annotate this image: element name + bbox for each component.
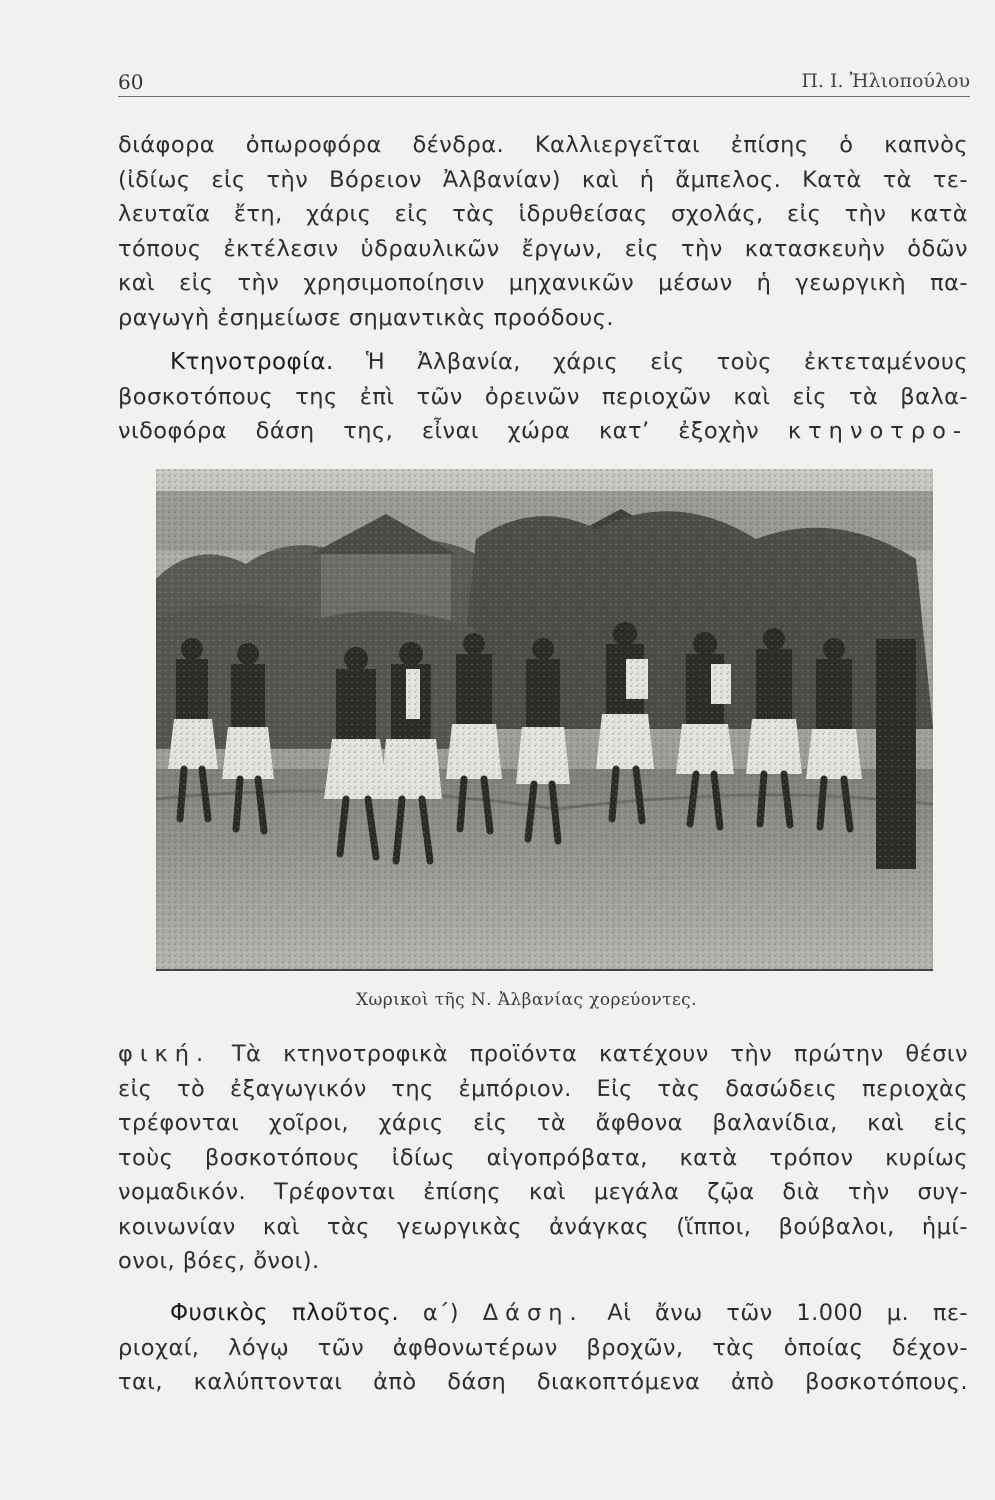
spaced-word: Δάση. — [482, 1300, 584, 1326]
text-fragment: Ἡ Ἀλβανία, χάρις εἰς τοὺς ἐκτεταμένους — [333, 349, 968, 375]
text-line: νομαδικόν. Τρέφονται ἐπίσης καὶ μεγάλα ζῷα διὰ τὴν συγ- — [118, 1179, 968, 1205]
text-fragment: Τὰ κτηνοτροφικὰ προϊόντα κατέχουν τὴν πρώτην θέσιν — [210, 1041, 968, 1067]
text-line: ραγωγὴ ἐσημείωσε σημαντικὰς προόδους. — [118, 304, 614, 331]
text-line: βοσκοτόπους της ἐπὶ τῶν ὀρεινῶν περιοχῶν καὶ εἰς τὰ βαλα- — [118, 383, 968, 410]
spaced-word: φική. — [118, 1041, 211, 1067]
text-line: τρέφονται χοῖροι, χάρις εἰς τὰ ἄφθονα βαλανίδια, καὶ εἰς — [118, 1110, 968, 1136]
paragraph-livestock-continued — [118, 1037, 968, 1279]
villagers-dancing-image — [156, 469, 933, 969]
paragraph-agriculture — [118, 128, 968, 335]
text-line: λευταῖα ἔτη, χάρις εἰς τὰς ἱδρυθείσας σχολάς, εἰς τὴν κατὰ — [118, 201, 968, 227]
text-line: τόπους ἐκτέλεσιν ὑδραυλικῶν ἔργων, εἰς τὴν κατασκευὴν ὁδῶν — [118, 235, 968, 262]
text-line: (ἰδίως εἰς τὴν Βόρειον Ἀλβανίαν) καὶ ἡ ἄμπελος. Κατὰ τὰ τε- — [118, 166, 968, 193]
spaced-word: κτηνοτρο- — [787, 418, 968, 444]
text-line: διάφορα ὀπωροφόρα δένδρα. Καλλιεργεῖται ἐπίσης ὁ καπνὸς — [118, 132, 968, 158]
text-line — [118, 1037, 968, 1072]
text-line: τοὺς βοσκοτόπους ἰδίως αἰγοπρόβατα, κατὰ τρόπον κυρίως — [118, 1144, 968, 1171]
text-line: ται, καλύπτονται ἀπὸ δάση διακοπτόμενα ἀπὸ βοσκοτόπους. — [118, 1369, 968, 1395]
text-line — [118, 414, 968, 449]
photo-caption: Χωρικοὶ τῆς Ν. Ἀλβανίας χορεύοντες. — [356, 990, 697, 1010]
page-header — [118, 66, 970, 97]
running-head: Π. Ι. Ἠλιοπούλου — [801, 70, 970, 92]
page-number: 60 — [118, 70, 144, 94]
paragraph-livestock — [118, 345, 968, 449]
text-line: καὶ εἰς τὴν χρησιμοποίησιν μηχανικῶν μέσων ἡ γεωργικὴ πα- — [118, 270, 968, 296]
text-line: κοινωνίαν καὶ τὰς γεωργικὰς ἀνάγκας (ἵπποι, βούβαλοι, ἡμί- — [118, 1213, 968, 1240]
section-heading-livestock: Κτηνοτροφία. — [170, 349, 334, 375]
text-line: ριοχαί, λόγῳ τῶν ἀφθονωτέρων βροχῶν, τὰς ὁποίας δέχον- — [118, 1334, 968, 1361]
text-line — [118, 345, 968, 380]
dance-photograph — [156, 469, 933, 971]
paragraph-natural-wealth — [118, 1296, 968, 1400]
text-line — [118, 1296, 968, 1331]
section-heading-natural-wealth: Φυσικὸς πλοῦτος. — [170, 1300, 400, 1326]
text-fragment: Αἱ ἄνω τῶν 1.000 μ. πε- — [583, 1300, 969, 1326]
text-line: εἰς τὸ ἐξαγωγικόν της ἐμπόριον. Εἰς τὰς δασώδεις περιοχὰς — [118, 1075, 968, 1102]
text-line: ονοι, βόες, ὄνοι). — [118, 1248, 320, 1274]
text-fragment: α΄) — [399, 1300, 483, 1326]
text-fragment: νιδοφόρα δάση της, εἶναι χώρα κατ’ ἐξοχὴν — [118, 418, 760, 444]
